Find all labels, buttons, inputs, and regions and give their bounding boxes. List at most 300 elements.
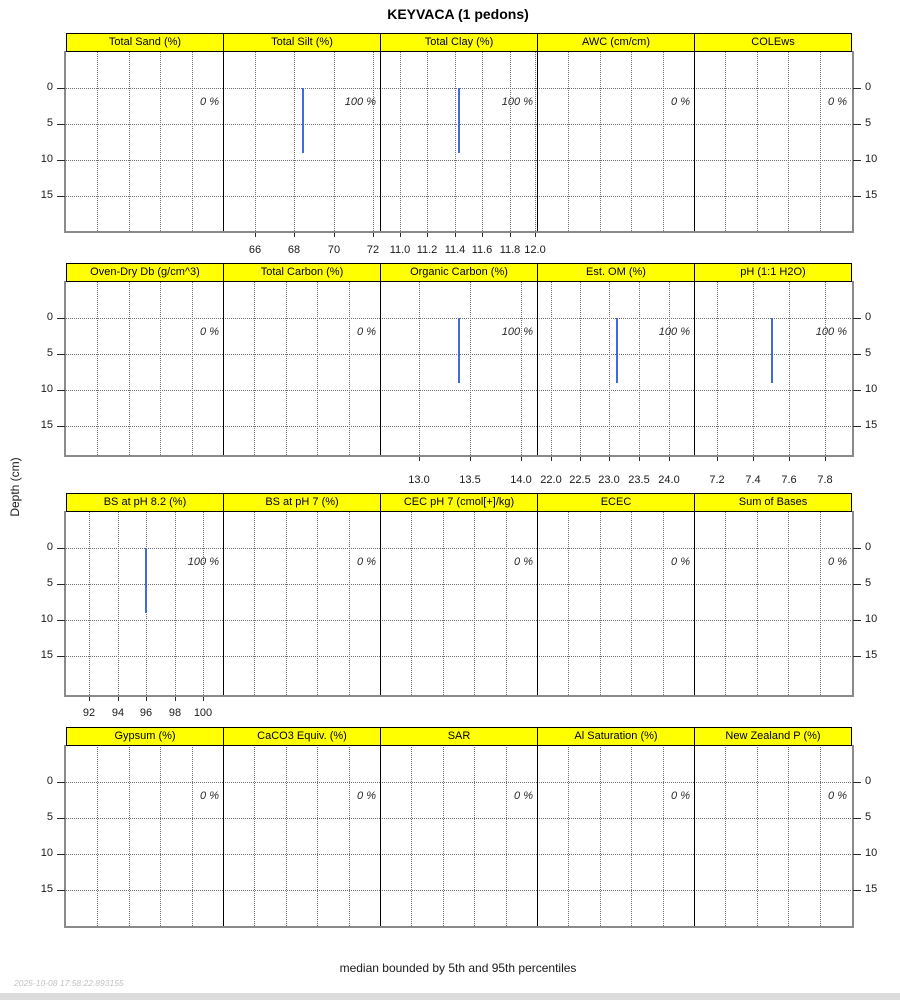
value-gridline bbox=[160, 281, 161, 455]
x-tick-label: 92 bbox=[82, 707, 96, 719]
depth-gridline bbox=[66, 818, 223, 819]
depth-tick-left bbox=[57, 354, 65, 355]
depth-tick-left bbox=[57, 124, 65, 125]
value-gridline bbox=[506, 511, 507, 695]
x-tick-label: 11.2 bbox=[416, 244, 438, 256]
depth-tick-label-right: 0 bbox=[865, 81, 872, 93]
depth-tick-right bbox=[853, 854, 861, 855]
depth-gridline bbox=[223, 196, 380, 197]
depth-tick-left bbox=[57, 620, 65, 621]
depth-gridline bbox=[380, 854, 537, 855]
strip-header: Total Silt (%) bbox=[223, 33, 381, 52]
depth-gridline bbox=[694, 782, 851, 783]
strip-header: SAR bbox=[380, 727, 538, 746]
depth-gridline bbox=[537, 782, 694, 783]
value-gridline bbox=[129, 281, 130, 455]
depth-tick-label-right: 15 bbox=[865, 649, 878, 661]
depth-gridline bbox=[380, 584, 537, 585]
value-gridline bbox=[427, 51, 428, 231]
panel bbox=[66, 51, 223, 231]
percent-present-label: 0 % bbox=[357, 790, 376, 802]
percent-present-label: 100 % bbox=[658, 326, 690, 338]
chart-caption: median bounded by 5th and 95th percentiles bbox=[339, 961, 577, 975]
panel bbox=[380, 745, 537, 926]
value-gridline bbox=[757, 745, 758, 926]
value-gridline bbox=[757, 51, 758, 231]
value-gridline bbox=[788, 745, 789, 926]
x-tick-label: 12.0 bbox=[524, 244, 546, 256]
depth-tick-right bbox=[853, 584, 861, 585]
panel-separator bbox=[223, 493, 224, 696]
depth-gridline bbox=[537, 818, 694, 819]
value-gridline bbox=[631, 511, 632, 695]
value-gridline bbox=[757, 511, 758, 695]
depth-gridline bbox=[694, 88, 851, 89]
value-gridline bbox=[789, 281, 790, 455]
strip-header: Sum of Bases bbox=[694, 493, 852, 512]
value-gridline bbox=[254, 281, 255, 455]
depth-gridline bbox=[537, 426, 694, 427]
depth-tick-right bbox=[853, 196, 861, 197]
value-gridline bbox=[286, 281, 287, 455]
value-gridline bbox=[97, 745, 98, 926]
value-gridline bbox=[192, 745, 193, 926]
value-gridline bbox=[349, 745, 350, 926]
depth-tick-label-right: 10 bbox=[865, 153, 878, 165]
depth-tick-label-left: 0 bbox=[46, 775, 53, 787]
panel-separator bbox=[380, 263, 381, 456]
strip-header: AWC (cm/cm) bbox=[537, 33, 695, 52]
panel bbox=[537, 51, 694, 231]
depth-gridline bbox=[223, 584, 380, 585]
depth-gridline bbox=[66, 390, 223, 391]
depth-gridline bbox=[537, 854, 694, 855]
x-tick-label: 23.5 bbox=[628, 474, 650, 486]
panel bbox=[223, 281, 380, 455]
depth-gridline bbox=[223, 390, 380, 391]
panel bbox=[223, 745, 380, 926]
depth-gridline bbox=[537, 548, 694, 549]
x-tick-label: 7.2 bbox=[709, 474, 725, 486]
depth-tick-left bbox=[57, 390, 65, 391]
depth-gridline bbox=[537, 124, 694, 125]
x-tick-label: 14.0 bbox=[510, 474, 532, 486]
depth-tick-right bbox=[853, 354, 861, 355]
x-tick-label: 11.6 bbox=[471, 244, 493, 256]
strip-header: Total Clay (%) bbox=[380, 33, 538, 52]
value-gridline bbox=[788, 511, 789, 695]
depth-tick-right bbox=[853, 620, 861, 621]
x-tick-label: 24.0 bbox=[658, 474, 680, 486]
strip-header: New Zealand P (%) bbox=[694, 727, 852, 746]
frame-bottom bbox=[64, 231, 854, 233]
depth-gridline bbox=[380, 656, 537, 657]
value-gridline bbox=[203, 511, 204, 695]
value-gridline bbox=[286, 511, 287, 695]
depth-tick-label-right: 15 bbox=[865, 419, 878, 431]
depth-tick-right bbox=[853, 124, 861, 125]
strip-header: pH (1:1 H2O) bbox=[694, 263, 852, 282]
panel-separator bbox=[694, 263, 695, 456]
percent-present-label: 100 % bbox=[501, 326, 533, 338]
depth-gridline bbox=[380, 160, 537, 161]
value-gridline bbox=[349, 281, 350, 455]
depth-tick-left bbox=[57, 196, 65, 197]
depth-tick-label-right: 5 bbox=[865, 347, 872, 359]
depth-tick-right bbox=[853, 88, 861, 89]
depth-gridline bbox=[537, 160, 694, 161]
depth-tick-left bbox=[57, 584, 65, 585]
value-gridline bbox=[470, 281, 471, 455]
depth-gridline bbox=[223, 782, 380, 783]
depth-gridline bbox=[66, 354, 223, 355]
depth-gridline bbox=[380, 196, 537, 197]
depth-gridline bbox=[694, 548, 851, 549]
depth-tick-left bbox=[57, 548, 65, 549]
value-gridline bbox=[160, 51, 161, 231]
panel bbox=[66, 281, 223, 455]
depth-gridline bbox=[380, 426, 537, 427]
depth-gridline bbox=[537, 584, 694, 585]
value-gridline bbox=[725, 511, 726, 695]
depth-tick-right bbox=[853, 890, 861, 891]
depth-gridline bbox=[223, 160, 380, 161]
depth-tick-left bbox=[57, 818, 65, 819]
x-tick-label: 66 bbox=[248, 244, 262, 256]
percent-present-label: 100 % bbox=[501, 96, 533, 108]
depth-gridline bbox=[537, 196, 694, 197]
percent-present-label: 0 % bbox=[514, 556, 533, 568]
depth-tick-label-left: 10 bbox=[40, 613, 53, 625]
value-gridline bbox=[820, 51, 821, 231]
depth-gridline bbox=[380, 890, 537, 891]
frame-left bbox=[64, 281, 66, 457]
value-gridline bbox=[510, 51, 511, 231]
value-gridline bbox=[373, 51, 374, 231]
depth-gridline bbox=[223, 354, 380, 355]
x-tick-label: 7.4 bbox=[745, 474, 761, 486]
depth-gridline bbox=[223, 548, 380, 549]
depth-gridline bbox=[537, 390, 694, 391]
value-gridline bbox=[317, 511, 318, 695]
depth-tick-label-right: 0 bbox=[865, 775, 872, 787]
depth-gridline bbox=[66, 854, 223, 855]
strip-header: BS at pH 8.2 (%) bbox=[66, 493, 224, 512]
panel-separator bbox=[537, 727, 538, 927]
page-title: KEYVACA (1 pedons) bbox=[387, 6, 529, 22]
depth-tick-right bbox=[853, 426, 861, 427]
depth-gridline bbox=[694, 818, 851, 819]
value-gridline bbox=[663, 745, 664, 926]
value-gridline bbox=[580, 281, 581, 455]
depth-gridline bbox=[223, 890, 380, 891]
panel-separator bbox=[694, 33, 695, 232]
frame-right bbox=[852, 281, 854, 457]
depth-gridline bbox=[66, 88, 223, 89]
value-gridline bbox=[97, 51, 98, 231]
depth-gridline bbox=[223, 656, 380, 657]
x-tick-label: 7.8 bbox=[817, 474, 833, 486]
percent-present-label: 0 % bbox=[200, 326, 219, 338]
depth-tick-label-right: 15 bbox=[865, 189, 878, 201]
depth-tick-label-left: 5 bbox=[46, 577, 53, 589]
depth-tick-label-left: 10 bbox=[40, 847, 53, 859]
value-gridline bbox=[129, 51, 130, 231]
depth-tick-label-right: 10 bbox=[865, 613, 878, 625]
depth-gridline bbox=[537, 656, 694, 657]
value-gridline bbox=[474, 745, 475, 926]
y-axis-label: Depth (cm) bbox=[8, 457, 22, 517]
x-tick-label: 98 bbox=[168, 707, 182, 719]
panel bbox=[537, 511, 694, 695]
depth-tick-label-left: 15 bbox=[40, 649, 53, 661]
strip-header: Organic Carbon (%) bbox=[380, 263, 538, 282]
percent-present-label: 0 % bbox=[671, 96, 690, 108]
x-tick-label: 11.8 bbox=[499, 244, 521, 256]
depth-tick-left bbox=[57, 160, 65, 161]
percent-present-label: 100 % bbox=[344, 96, 376, 108]
depth-tick-label-right: 10 bbox=[865, 847, 878, 859]
value-gridline bbox=[717, 281, 718, 455]
depth-tick-left bbox=[57, 890, 65, 891]
depth-gridline bbox=[380, 548, 537, 549]
depth-tick-label-right: 10 bbox=[865, 383, 878, 395]
value-gridline bbox=[568, 51, 569, 231]
depth-tick-label-left: 15 bbox=[40, 419, 53, 431]
percent-present-label: 0 % bbox=[514, 790, 533, 802]
depth-gridline bbox=[694, 620, 851, 621]
value-gridline bbox=[317, 745, 318, 926]
strip-header: Total Sand (%) bbox=[66, 33, 224, 52]
strip-header: Total Carbon (%) bbox=[223, 263, 381, 282]
percent-present-label: 0 % bbox=[200, 96, 219, 108]
x-tick-label: 23.0 bbox=[598, 474, 620, 486]
value-gridline bbox=[788, 51, 789, 231]
value-gridline bbox=[600, 511, 601, 695]
value-gridline bbox=[254, 745, 255, 926]
x-tick-label: 70 bbox=[327, 244, 341, 256]
depth-tick-label-left: 5 bbox=[46, 347, 53, 359]
strip-header: BS at pH 7 (%) bbox=[223, 493, 381, 512]
x-tick-label: 72 bbox=[366, 244, 380, 256]
timestamp: 2025-10-08 17:58:22.893155 bbox=[14, 978, 124, 988]
depth-tick-left bbox=[57, 782, 65, 783]
panel-separator bbox=[223, 263, 224, 456]
depth-tick-right bbox=[853, 318, 861, 319]
depth-gridline bbox=[694, 656, 851, 657]
depth-tick-label-right: 5 bbox=[865, 811, 872, 823]
depth-gridline bbox=[66, 124, 223, 125]
percent-present-label: 0 % bbox=[828, 790, 847, 802]
value-gridline bbox=[317, 281, 318, 455]
panel bbox=[537, 745, 694, 926]
depth-tick-label-right: 0 bbox=[865, 541, 872, 553]
percent-present-label: 0 % bbox=[357, 556, 376, 568]
x-tick-label: 94 bbox=[111, 707, 125, 719]
value-gridline bbox=[443, 745, 444, 926]
value-gridline bbox=[753, 281, 754, 455]
value-gridline bbox=[521, 281, 522, 455]
depth-tick-left bbox=[57, 854, 65, 855]
value-gridline bbox=[89, 511, 90, 695]
value-gridline bbox=[820, 745, 821, 926]
value-gridline bbox=[663, 51, 664, 231]
value-gridline bbox=[506, 745, 507, 926]
strip-header: Oven-Dry Db (g/cm^3) bbox=[66, 263, 224, 282]
strip-header: CEC pH 7 (cmol[+]/kg) bbox=[380, 493, 538, 512]
value-gridline bbox=[411, 745, 412, 926]
value-gridline bbox=[419, 281, 420, 455]
value-gridline bbox=[663, 511, 664, 695]
x-tick-label: 11.4 bbox=[444, 244, 466, 256]
value-gridline bbox=[349, 511, 350, 695]
value-gridline bbox=[482, 51, 483, 231]
depth-gridline bbox=[223, 426, 380, 427]
depth-gridline bbox=[694, 890, 851, 891]
value-gridline bbox=[551, 281, 552, 455]
value-gridline bbox=[129, 745, 130, 926]
percent-present-label: 0 % bbox=[671, 556, 690, 568]
depth-tick-label-right: 5 bbox=[865, 577, 872, 589]
value-gridline bbox=[725, 745, 726, 926]
value-gridline bbox=[669, 281, 670, 455]
depth-tick-right bbox=[853, 782, 861, 783]
depth-gridline bbox=[694, 854, 851, 855]
panel-separator bbox=[380, 727, 381, 927]
depth-gridline bbox=[66, 196, 223, 197]
window-bottom-edge bbox=[0, 993, 900, 1000]
depth-tick-left bbox=[57, 318, 65, 319]
depth-gridline bbox=[380, 390, 537, 391]
depth-tick-label-left: 0 bbox=[46, 541, 53, 553]
depth-tick-label-left: 5 bbox=[46, 811, 53, 823]
panel bbox=[694, 51, 851, 231]
value-gridline bbox=[411, 511, 412, 695]
depth-gridline bbox=[537, 890, 694, 891]
x-tick-label: 13.5 bbox=[459, 474, 481, 486]
value-gridline bbox=[255, 51, 256, 231]
value-gridline bbox=[97, 281, 98, 455]
value-gridline bbox=[294, 51, 295, 231]
value-gridline bbox=[825, 281, 826, 455]
value-gridline bbox=[192, 281, 193, 455]
depth-gridline bbox=[66, 426, 223, 427]
depth-gridline bbox=[380, 620, 537, 621]
x-tick-label: 22.5 bbox=[569, 474, 591, 486]
panel-separator bbox=[537, 263, 538, 456]
depth-tick-right bbox=[853, 160, 861, 161]
depth-tick-label-left: 10 bbox=[40, 383, 53, 395]
value-gridline bbox=[334, 51, 335, 231]
value-gridline bbox=[474, 511, 475, 695]
value-gridline bbox=[455, 51, 456, 231]
depth-gridline bbox=[223, 854, 380, 855]
frame-bottom bbox=[64, 455, 854, 457]
percent-present-label: 0 % bbox=[671, 790, 690, 802]
depth-gridline bbox=[223, 818, 380, 819]
strip-header: COLEws bbox=[694, 33, 852, 52]
frame-bottom bbox=[64, 926, 854, 928]
value-gridline bbox=[568, 745, 569, 926]
value-gridline bbox=[175, 511, 176, 695]
depth-gridline bbox=[694, 196, 851, 197]
depth-tick-right bbox=[853, 818, 861, 819]
panel-separator bbox=[537, 493, 538, 696]
panel bbox=[694, 511, 851, 695]
panel-separator bbox=[223, 727, 224, 927]
frame-left bbox=[64, 51, 66, 233]
depth-gridline bbox=[66, 890, 223, 891]
depth-gridline bbox=[537, 620, 694, 621]
frame-left bbox=[64, 511, 66, 697]
depth-gridline bbox=[66, 160, 223, 161]
depth-gridline bbox=[380, 782, 537, 783]
value-gridline bbox=[639, 281, 640, 455]
depth-tick-label-left: 0 bbox=[46, 311, 53, 323]
value-gridline bbox=[400, 51, 401, 231]
value-gridline bbox=[600, 745, 601, 926]
value-gridline bbox=[609, 281, 610, 455]
value-gridline bbox=[286, 745, 287, 926]
panel bbox=[380, 511, 537, 695]
depth-tick-label-left: 15 bbox=[40, 189, 53, 201]
frame-right bbox=[852, 745, 854, 928]
value-gridline bbox=[820, 511, 821, 695]
depth-tick-label-left: 0 bbox=[46, 81, 53, 93]
percent-present-label: 100 % bbox=[815, 326, 847, 338]
panel-separator bbox=[380, 493, 381, 696]
percent-present-label: 100 % bbox=[187, 556, 219, 568]
value-gridline bbox=[631, 745, 632, 926]
percent-present-label: 0 % bbox=[200, 790, 219, 802]
x-tick-label: 11.0 bbox=[389, 244, 411, 256]
strip-header: Gypsum (%) bbox=[66, 727, 224, 746]
strip-header: Al Saturation (%) bbox=[537, 727, 695, 746]
panel-separator bbox=[223, 33, 224, 232]
panel-separator bbox=[694, 493, 695, 696]
value-gridline bbox=[443, 511, 444, 695]
value-gridline bbox=[535, 51, 536, 231]
strip-header: CaCO3 Equiv. (%) bbox=[223, 727, 381, 746]
value-gridline bbox=[725, 51, 726, 231]
depth-gridline bbox=[537, 88, 694, 89]
strip-header: Est. OM (%) bbox=[537, 263, 695, 282]
frame-left bbox=[64, 745, 66, 928]
x-tick-label: 7.6 bbox=[781, 474, 797, 486]
panel-separator bbox=[380, 33, 381, 232]
percent-present-label: 0 % bbox=[828, 96, 847, 108]
panel bbox=[66, 745, 223, 926]
x-tick-label: 13.0 bbox=[408, 474, 430, 486]
depth-gridline bbox=[223, 620, 380, 621]
panel-separator bbox=[537, 33, 538, 232]
depth-gridline bbox=[66, 318, 223, 319]
depth-gridline bbox=[694, 124, 851, 125]
value-gridline bbox=[568, 511, 569, 695]
depth-tick-right bbox=[853, 548, 861, 549]
depth-tick-label-left: 15 bbox=[40, 883, 53, 895]
percent-present-label: 0 % bbox=[828, 556, 847, 568]
depth-gridline bbox=[66, 782, 223, 783]
depth-tick-left bbox=[57, 426, 65, 427]
x-tick-label: 22.0 bbox=[540, 474, 562, 486]
depth-tick-label-right: 0 bbox=[865, 311, 872, 323]
depth-tick-label-left: 10 bbox=[40, 153, 53, 165]
percent-present-label: 0 % bbox=[357, 326, 376, 338]
frame-bottom bbox=[64, 695, 854, 697]
depth-gridline bbox=[380, 818, 537, 819]
x-tick-label: 100 bbox=[193, 707, 213, 719]
